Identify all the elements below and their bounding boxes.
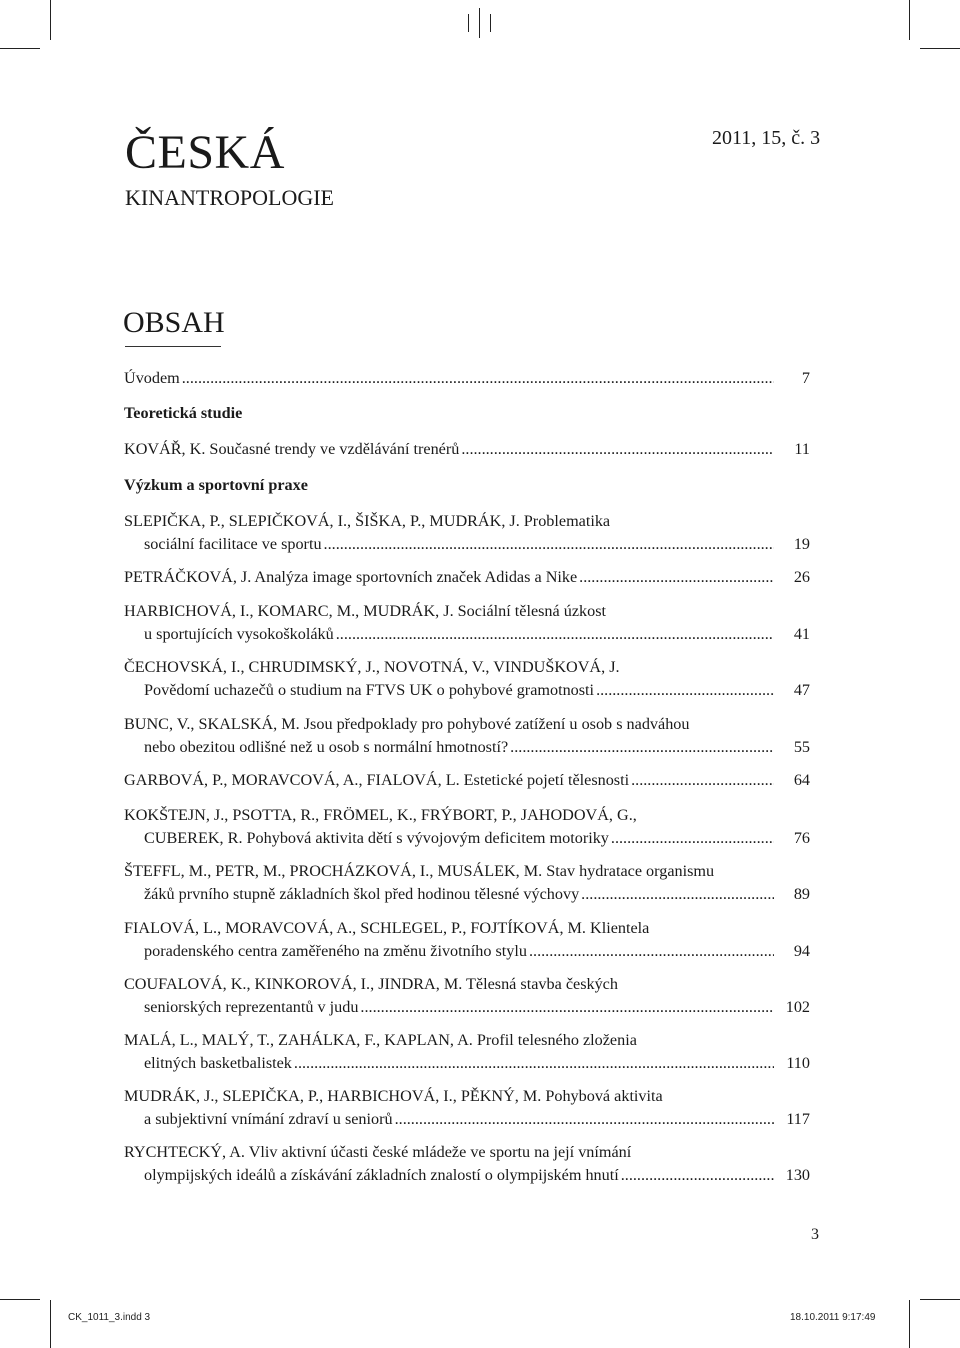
toc-entry-authors: ŠTEFFL, M., PETR, M., PROCHÁZKOVÁ, I., MUSÁLEK, M. Stav hydratace organismu xyxy=(124,862,715,880)
toc-entry-authors: BUNC, V., SKALSKÁ, M. Jsou předpoklady pro pohybové zatížení u osob s nadváhou xyxy=(124,715,690,733)
toc-entry xyxy=(124,769,810,792)
toc-entry xyxy=(124,367,810,390)
toc-entry xyxy=(124,860,810,906)
crop-mark xyxy=(0,1299,40,1300)
registration-mark xyxy=(468,14,469,32)
toc-entry-authors: RYCHTECKÝ, A. Vliv aktivní účasti české mládeže ve sportu na její vnímání xyxy=(124,1143,632,1161)
toc-entry xyxy=(124,438,810,461)
crop-mark xyxy=(920,1299,960,1300)
toc-entry-authors: HARBICHOVÁ, I., KOMARC, M., MUDRÁK, J. Sociální tělesná úzkost xyxy=(124,602,607,620)
registration-mark xyxy=(479,8,480,38)
crop-mark xyxy=(50,0,51,40)
crop-mark xyxy=(0,48,40,49)
toc-entry xyxy=(124,566,810,589)
page-number: 3 xyxy=(811,1226,819,1243)
crop-mark xyxy=(920,48,960,49)
journal-subtitle: KINANTROPOLOGIE xyxy=(125,185,334,210)
toc-entry-page: 47 xyxy=(793,681,810,699)
toc-entry-title: Povědomí uchazečů o studium na FTVS UK o pohybové gramotnosti xyxy=(144,681,595,699)
toc-entry-title: u sportujících vysokoškoláků xyxy=(144,625,334,643)
toc-entry-page: 110 xyxy=(786,1054,810,1072)
toc-entry-authors: COUFALOVÁ, K., KINKOROVÁ, I., JINDRA, M. Tělesná stavba českých xyxy=(124,975,618,993)
toc-entry-title: GARBOVÁ, P., MORAVCOVÁ, A., FIALOVÁ, L. Estetické pojetí tělesnosti xyxy=(124,771,630,789)
toc-entry-title: seniorských reprezentantů v judu xyxy=(144,998,359,1016)
toc-entry-page: 76 xyxy=(793,829,810,847)
toc-entry-authors: SLEPIČKA, P., SLEPIČKOVÁ, I., ŠIŠKA, P., MUDRÁK, J. Problematika xyxy=(124,512,611,530)
slug-timestamp: 18.10.2011 9:17:49 xyxy=(790,1312,876,1323)
section-heading: Výzkum a sportovní praxe xyxy=(124,476,308,494)
toc-entry-title: elitných basketbalistek xyxy=(144,1054,292,1072)
toc-entry-page: 94 xyxy=(793,942,810,960)
toc-entry-title: PETRÁČKOVÁ, J. Analýza image sportovních značek Adidas a Nike xyxy=(124,568,578,586)
toc-entry-title: nebo obezitou odlišné než u osob s normální hmotností? xyxy=(144,738,509,756)
crop-mark xyxy=(909,0,910,40)
registration-mark xyxy=(490,14,491,32)
toc-entry-title: Úvodem xyxy=(124,369,180,387)
toc-entry-page: 7 xyxy=(801,369,810,387)
toc-entry-page: 55 xyxy=(793,738,810,756)
toc-entry xyxy=(124,917,810,963)
toc-entry xyxy=(124,656,810,702)
toc-entry-page: 19 xyxy=(793,535,810,553)
toc-entry-authors: MALÁ, L., MALÝ, T., ZAHÁLKA, F., KAPLAN, A. Profil telesného zloženia xyxy=(124,1031,637,1049)
toc-entry-page: 41 xyxy=(793,625,810,643)
toc-entry xyxy=(124,600,810,646)
toc-entry xyxy=(124,1029,810,1075)
toc-entry-authors: KOKŠTEJN, J., PSOTTA, R., FRÖMEL, K., FRÝBORT, P., JAHODOVÁ, G., xyxy=(124,806,637,824)
slug-filename: CK_1011_3.indd 3 xyxy=(68,1312,151,1323)
toc-entry xyxy=(124,973,810,1019)
toc-entry-title: sociální facilitace ve sportu xyxy=(144,535,322,553)
crop-mark xyxy=(50,1300,51,1348)
toc-entry-title: KOVÁŘ, K. Současné trendy ve vzdělávání trenérů xyxy=(124,440,460,458)
toc-entry-page: 11 xyxy=(794,440,810,458)
toc-entry-title: poradenského centra zaměřeného na změnu životního stylu xyxy=(144,942,527,960)
toc-entry-page: 26 xyxy=(793,568,810,586)
issue-info: 2011, 15, č. 3 xyxy=(712,127,821,149)
section-heading: Teoretická studie xyxy=(124,404,243,422)
toc-entry xyxy=(124,713,810,759)
toc-entry-page: 117 xyxy=(786,1110,810,1128)
toc-entry xyxy=(124,510,810,556)
toc-entry-page: 89 xyxy=(793,885,810,903)
toc-entry xyxy=(124,804,810,850)
toc-entry-authors: MUDRÁK, J., SLEPIČKA, P., HARBICHOVÁ, I., PĚKNÝ, M. Pohybová aktivita xyxy=(124,1087,663,1105)
toc-entry-title: CUBEREK, R. Pohybová aktivita dětí s vývojovým deficitem motoriky xyxy=(144,829,609,847)
crop-mark xyxy=(909,1300,910,1348)
toc-entry-title: olympijských ideálů a získávání základních znalostí o olympijském hnutí xyxy=(144,1166,619,1184)
toc-entry-authors: ČECHOVSKÁ, I., CHRUDIMSKÝ, J., NOVOTNÁ, V., VINDUŠKOVÁ, J. xyxy=(124,658,620,676)
heading-rule xyxy=(125,346,221,347)
toc-entry xyxy=(124,1141,810,1187)
journal-title: ČESKÁ xyxy=(125,126,285,179)
toc-entry-title: žáků prvního stupně základních škol před hodinou tělesné výchovy xyxy=(144,885,580,903)
toc-entry-page: 130 xyxy=(785,1166,810,1184)
toc-entry-page: 102 xyxy=(785,998,810,1016)
toc-entry xyxy=(124,1085,810,1131)
toc-entry-page: 64 xyxy=(793,771,810,789)
toc-entry-authors: FIALOVÁ, L., MORAVCOVÁ, A., SCHLEGEL, P., FOJTÍKOVÁ, M. Klientela xyxy=(124,919,650,937)
contents-heading: OBSAH xyxy=(123,306,225,339)
toc-entry-title: a subjektivní vnímání zdraví u seniorů xyxy=(144,1110,393,1128)
